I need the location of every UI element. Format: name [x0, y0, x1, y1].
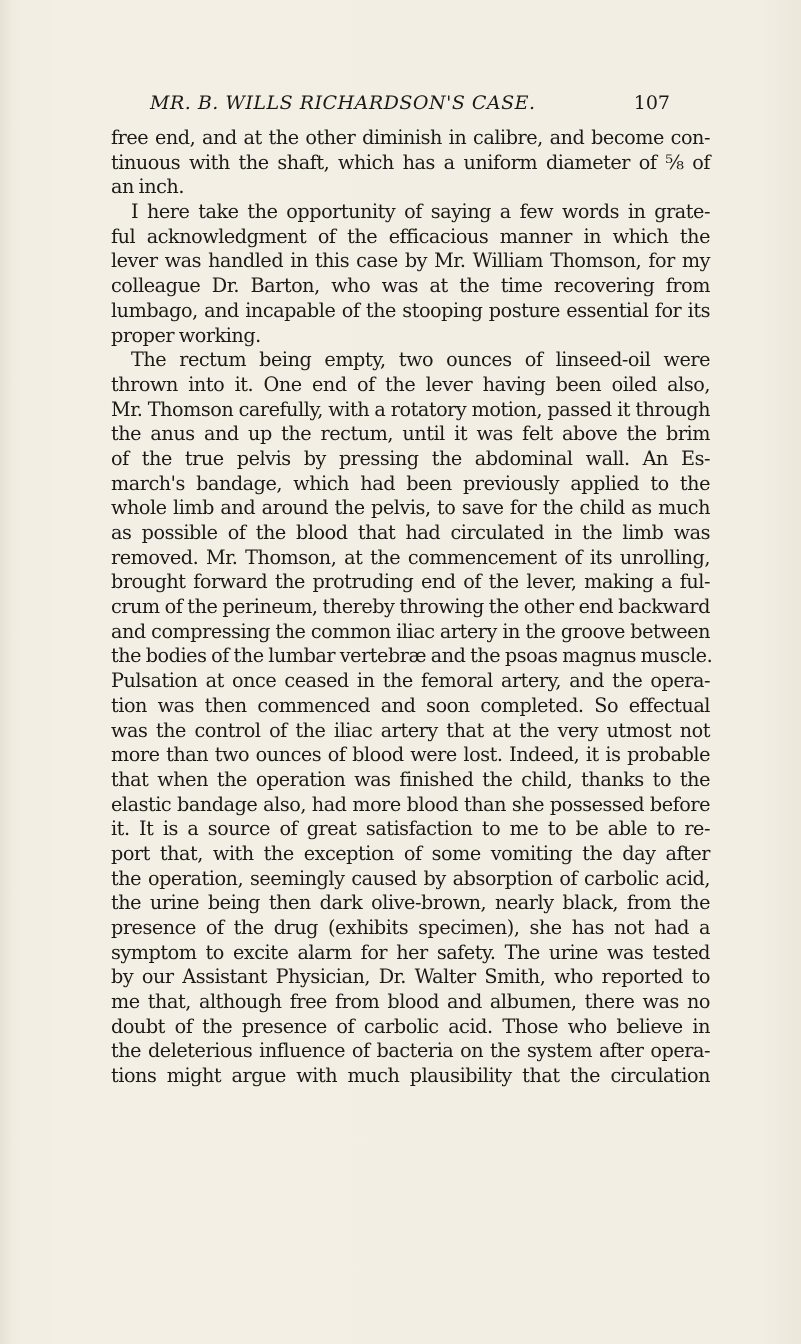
text-line: The rectum being empty, two ounces of linseed-oil were — [131, 348, 710, 372]
text-line: the deleterious influence of bacteria on the system after opera- — [111, 1039, 710, 1063]
text-line: of the true pelvis by pressing the abdominal wall. An Es- — [111, 446, 710, 470]
text-line: Mr. Thomson carefully, with a rotatory motion, passed it through — [111, 397, 710, 421]
text-line: more than two ounces of blood were lost. Indeed, it is probable — [111, 743, 710, 767]
text-line: the anus and up the rectum, until it was felt above the brim — [111, 422, 710, 446]
text-line: the operation, seemingly caused by absorption of carbolic acid, — [111, 866, 710, 890]
page-header — [150, 92, 670, 118]
text-line: presence of the drug (exhibits specimen), she has not had a — [111, 916, 710, 939]
text-line: the bodies of the lumbar vertebræ and the psoas magnus muscle. — [111, 644, 713, 668]
text-line: and compressing the common iliac artery in the groove between — [111, 619, 710, 643]
text-line: tion was then commenced and soon completed. So effectual — [111, 693, 710, 717]
text-line: doubt of the presence of carbolic acid. Those who believe in — [111, 1014, 710, 1038]
text-line: brought forward the protruding end of the lever, making a ful- — [111, 570, 710, 594]
text-line: symptom to excite alarm for her safety. The urine was tested — [111, 940, 710, 964]
text-line: lever was handled in this case by Mr. William Thomson, for my — [111, 249, 710, 273]
text-line: thrown into it. One end of the lever having been oiled also, — [111, 372, 710, 396]
text-line: colleague Dr. Barton, who was at the time recovering from — [111, 274, 710, 298]
text-line: by our Assistant Physician, Dr. Walter Smith, who reported to — [111, 965, 710, 989]
text-line: lumbago, and incapable of the stooping posture essential for its — [111, 298, 710, 322]
text-line: whole limb and around the pelvis, to save for the child as much — [111, 496, 710, 520]
text-line: that when the operation was finished the child, thanks to the — [111, 767, 710, 791]
text-line: tinuous with the shaft, which has a uniform diameter of ⅝ of — [111, 150, 710, 174]
text-line: I here take the opportunity of saying a few words in grate- — [131, 200, 710, 224]
text-line: me that, although free from blood and albumen, there was no — [111, 990, 710, 1014]
text-line: march's bandage, which had been previously applied to the — [111, 471, 710, 495]
text-line: was the control of the iliac artery that at the very utmost not — [111, 718, 710, 742]
text-line: elastic bandage also, had more blood than she possessed before — [111, 792, 710, 816]
text-line: ful acknowledgment of the efficacious manner in which the — [111, 224, 710, 248]
text-line: tions might argue with much plausibility that the circulation — [111, 1064, 710, 1088]
text-line: as possible of the blood that had circulated in the limb was — [111, 521, 710, 544]
page-number: 107 — [633, 92, 670, 114]
text-line: crum of the perineum, thereby throwing the other end backward — [111, 595, 710, 619]
text-line: it. It is a source of great satisfaction to me to be able to re- — [111, 817, 710, 841]
text-line: Pulsation at once ceased in the femoral artery, and the opera- — [111, 669, 710, 693]
text-line: the urine being then dark olive-brown, nearly black, from the — [111, 891, 710, 915]
body-text — [111, 126, 713, 1089]
text-line: an inch. — [111, 175, 184, 199]
text-line: free end, and at the other diminish in calibre, and become con- — [111, 126, 710, 149]
text-line: removed. Mr. Thomson, at the commencement of its unrolling, — [111, 545, 710, 569]
text-line: proper working. — [111, 323, 261, 347]
text-line: port that, with the exception of some vomiting the day after — [111, 841, 710, 865]
running-head: MR. B. WILLS RICHARDSON'S CASE. — [150, 92, 536, 114]
